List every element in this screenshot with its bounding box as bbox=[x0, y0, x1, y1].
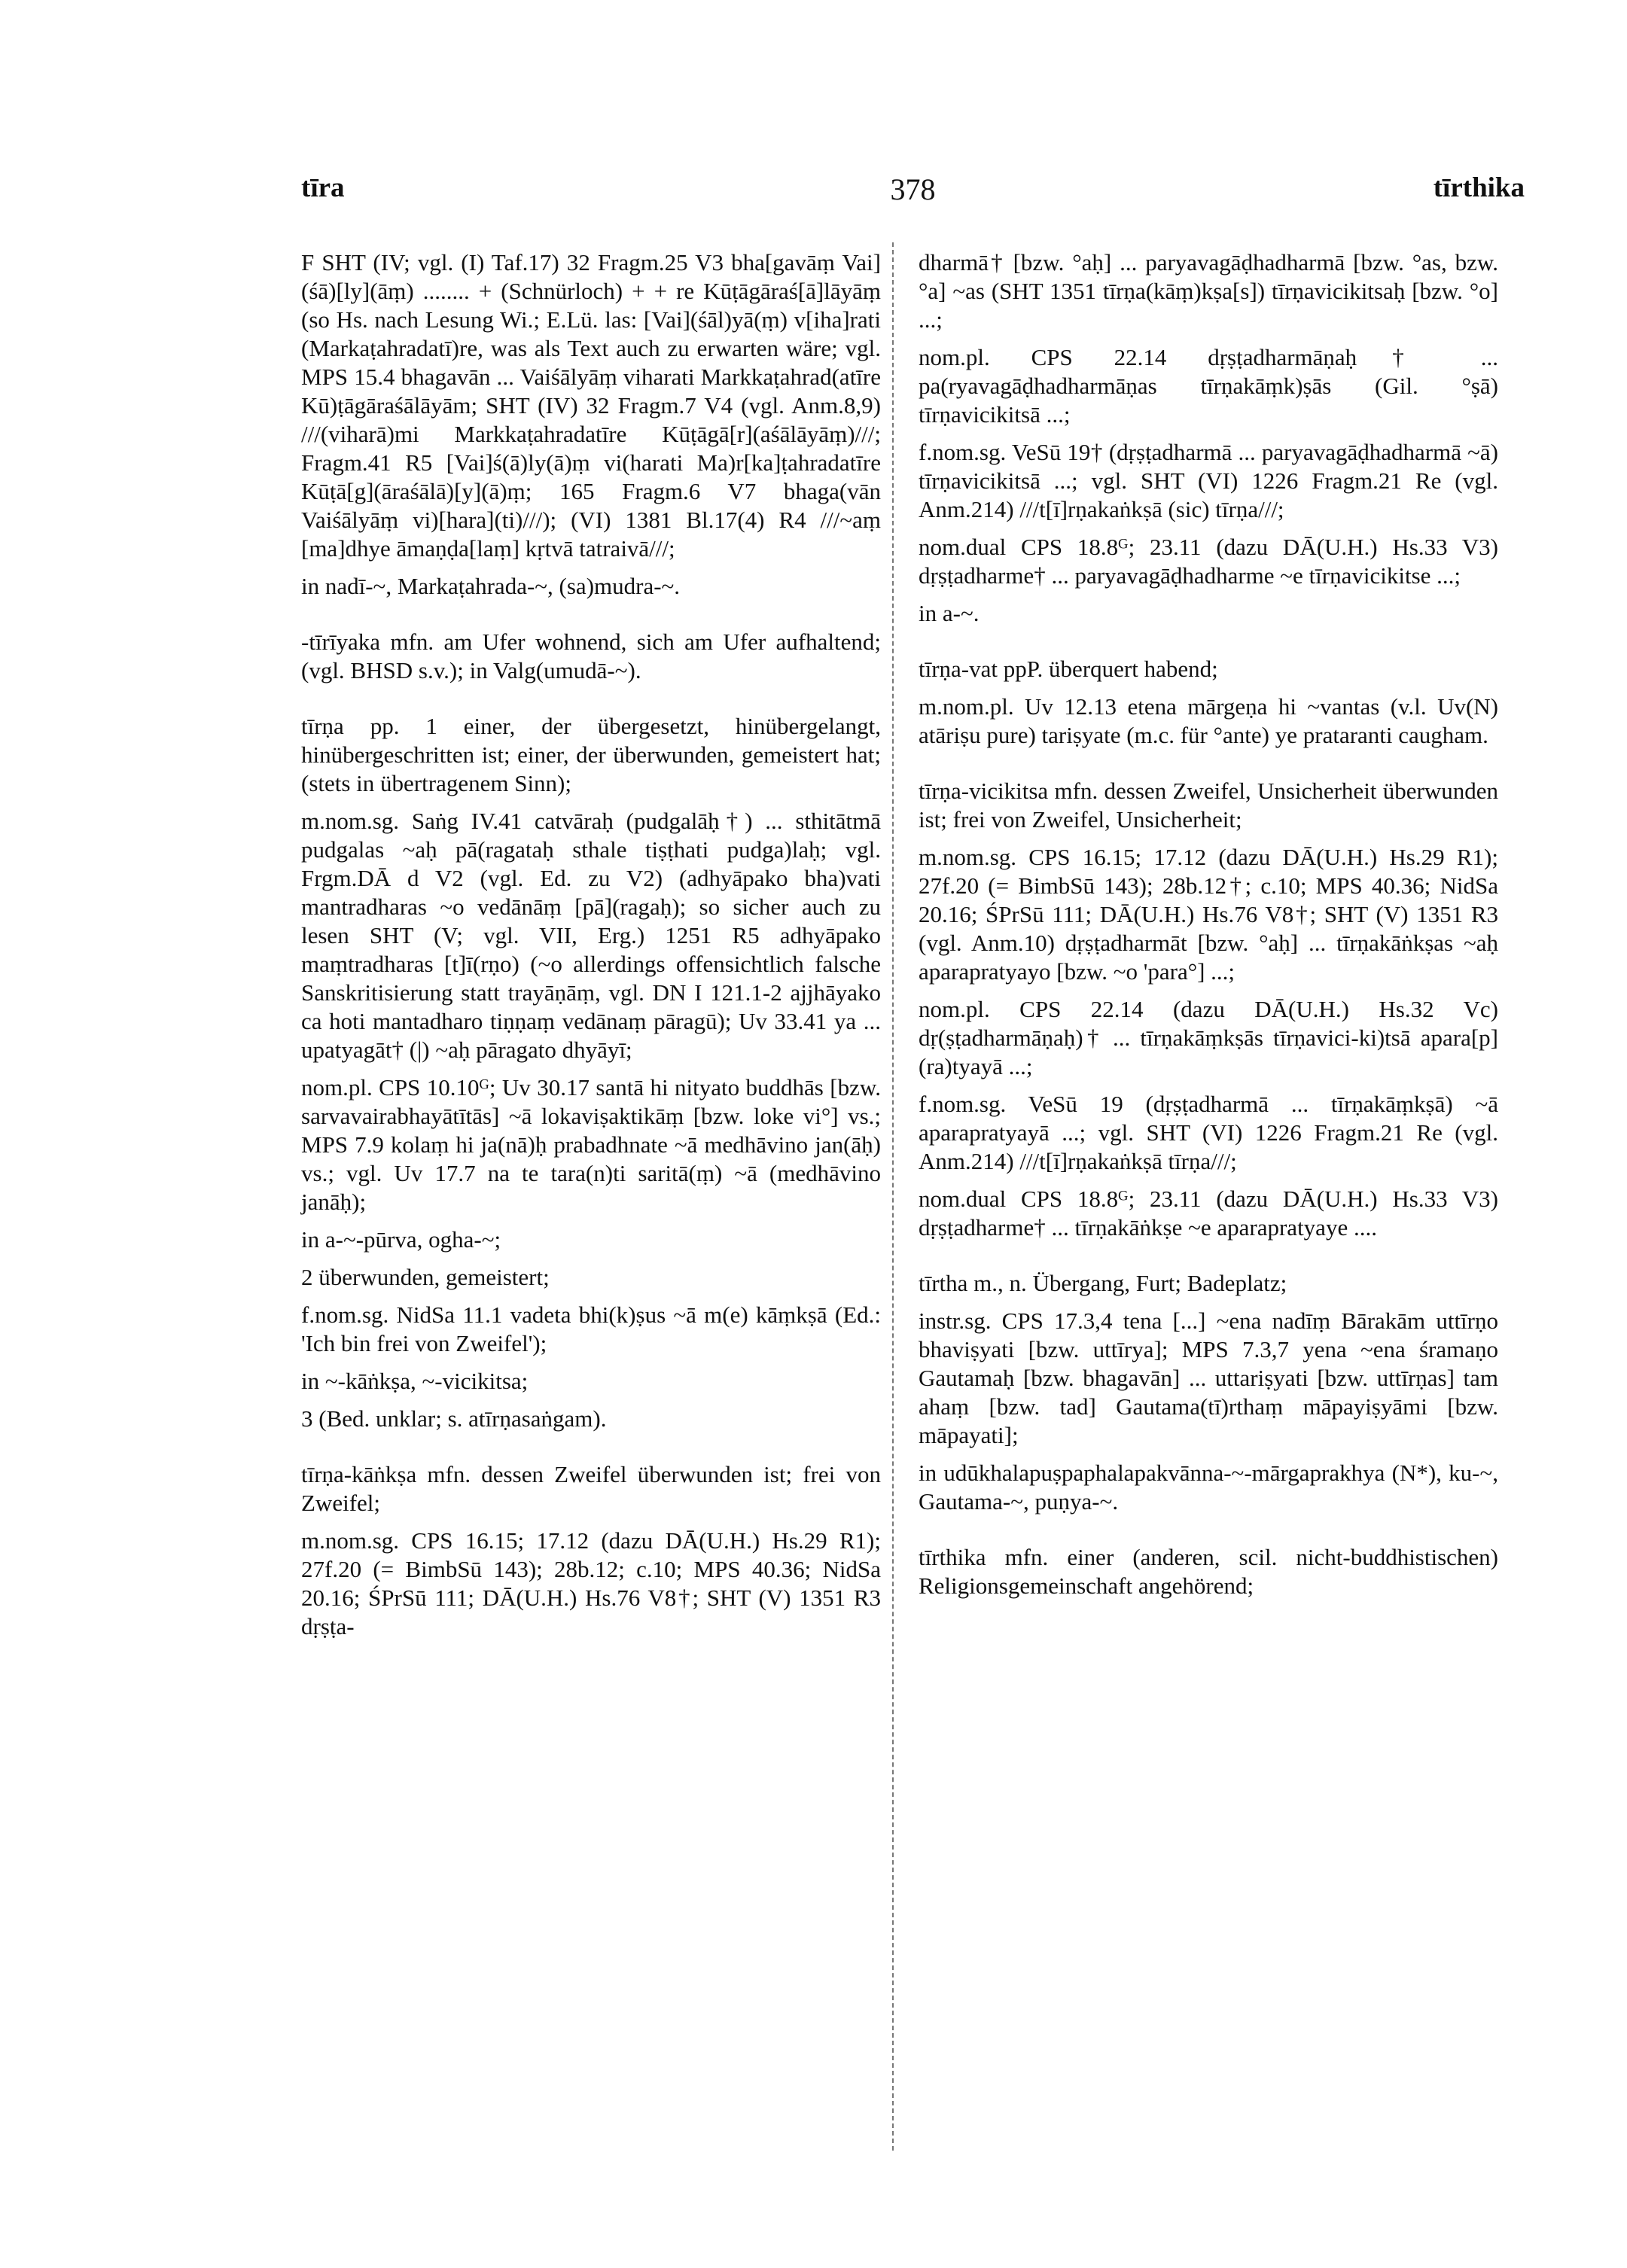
running-header bbox=[301, 172, 1525, 217]
entry-tirna-vicikitsa-msg: m.nom.sg. CPS 16.15; 17.12 (dazu DĀ(U.H.) Hs.29 R1); 27f.20 (= BimbSū 143); 28b.12†; c.10; MPS 40.36; NidSa 20.16; ŚPrSū 111; DĀ(U.H.) Hs.76 V8†; SHT (V) 1351 R3 (vgl. Anm.10) dṛṣṭadharmāt [bzw. °aḥ] ... tīrṇakāṅkṣas ~aḥ aparapratyayo [bzw. ~o 'para°] ...; bbox=[919, 844, 1498, 985]
entry-tirna-kanksa-headword: tīrṇa-kāṅkṣa mfn. dessen Zweifel überwunden ist; frei von Zweifel; bbox=[301, 1461, 881, 1516]
entry-tirna-kanksa-continued: dharmā† [bzw. °aḥ] ... paryavagāḍhadharmā [bzw. °as, bzw. °a] ~as (SHT 1351 tīrṇa(kāṃ)kṣa[s]) tīrṇavicikitsaḥ [bzw. °o] ...; bbox=[919, 249, 1498, 333]
entry-tirna-kanksa-fsg: f.nom.sg. VeSū 19† (dṛṣṭadharmā ... paryavagāḍhadharmā ~ā) tīrṇavicikitsā ...; vgl. SHT (VI) 1226 Fragm.21 Re (vgl. Anm.214) ///t[ī]rṇakaṅkṣā (sic) tīrṇa///; bbox=[919, 439, 1498, 522]
entry-tirna-vicikitsa-fsg: f.nom.sg. VeSū 19 (dṛṣṭadharmā ... tīrṇakāṃkṣā) ~ā aparapratyayā ...; vgl. SHT (VI) 1226 Fragm.21 Re (vgl. Anm.214) ///t[ī]rṇakaṅkṣā tīrṇa///; bbox=[919, 1091, 1498, 1174]
entry-tiriyaka: -tīrīyaka mfn. am Ufer wohnend, sich am Ufer aufhaltend; (vgl. BHSD s.v.); in Valg(umudā-~). bbox=[301, 629, 881, 683]
entry-tirna-kanksa-msg: m.nom.sg. CPS 16.15; 17.12 (dazu DĀ(U.H.) Hs.29 R1); 27f.20 (= BimbSū 143); 28b.12; c.10; MPS 40.36; NidSa 20.16; ŚPrSū 111; DĀ(U.H.) Hs.76 V8†; SHT (V) 1351 R3 dṛṣṭa- bbox=[301, 1527, 881, 1639]
entry-tirna-nompl: nom.pl. CPS 10.10ᴳ; Uv 30.17 santā hi nityato buddhās [bzw. sarvavairabhayātītās] ~ā lokaviṣaktikāṃ [bzw. loke vi°] vs.; MPS 7.9 kolaṃ hi ja(nā)ḥ prabadhnate ~ā medhāvino jan(āḥ) vs.; vgl. Uv 17.7 na te tara(n)ti saritā(ṃ) ~ā (medhāvino janāḥ); bbox=[301, 1074, 881, 1215]
entry-tirna-sense-3: 3 (Bed. unklar; s. atīrṇasaṅgam). bbox=[301, 1405, 607, 1432]
left-column bbox=[301, 248, 881, 1650]
entry-tirtha-compounds: in udūkhalapuṣpaphalapakvānna-~-mārgaprakhya (N*), ku-~, Gautama-~, puṇya-~. bbox=[919, 1460, 1498, 1515]
entry-tirtha-instrsg: instr.sg. CPS 17.3,4 tena [...] ~ena nadīṃ Bārakām uttīrṇo bhaviṣyati [bzw. uttīrya]; MPS 7.3,7 yena ~ena śramaṇo Gautamaḥ [bzw. bhagavān] ... uttariṣyati [bzw. uttīrṇas] tam ahaṃ [bzw. tad] Gautama(tī)rthaṃ māpayiṣyāmi [bzw. māpayati]; bbox=[919, 1308, 1498, 1448]
entry-tirna-vat-headword: tīrṇa-vat ppP. überquert habend; bbox=[919, 656, 1218, 682]
entry-tirna-compounds: in a-~-pūrva, ogha-~; bbox=[301, 1226, 501, 1253]
entry-tirna-compounds-2: in ~-kāṅkṣa, ~-vicikitsa; bbox=[301, 1368, 529, 1394]
entry-tirna-vicikitsa-headword: tīrṇa-vicikitsa mfn. dessen Zweifel, Unsicherheit überwunden ist; frei von Zweifel, Unsicherheit; bbox=[919, 778, 1498, 833]
entry-tirna-vicikitsa-dual: nom.dual CPS 18.8ᴳ; 23.11 (dazu DĀ(U.H.) Hs.33 V3) dṛṣṭadharme† ... tīrṇakāṅkṣe ~e aparapratyaye .... bbox=[919, 1186, 1498, 1241]
entry-tirna-msg: m.nom.sg. Saṅg IV.41 catvāraḥ (pudgalāḥ†) ... sthitātmā pudgalas ~aḥ pā(ragataḥ sthale tiṣṭhati pudga)laḥ; vgl. Frgm.DĀ d V2 (vgl. Ed. zu V2) (adhyāpako bha)vati mantradharas ~o vedānāṃ [pā](ragaḥ); so sicher auch zu lesen SHT (V; vgl. VII, Erg.) 1251 R5 adhyāpako maṃtradharas [t]ī(rṇo) (~o allerdings offensichtlich falsche Sanskritisierung statt trayāṇāṃ, vgl. DN I 121.1-2 ajjhāyako ca hoti mantadharo tiṇṇaṃ vedānaṃ pāragū); Uv 33.41 ya ... upatyagāt† (|) ~aḥ pāragato dhyāyī; bbox=[301, 808, 881, 1063]
header-first-entry: tīra bbox=[301, 172, 345, 203]
entry-tirna-fsg: f.nom.sg. NidSa 11.1 vadeta bhi(k)ṣus ~ā m(e) kāṃkṣā (Ed.: 'Ich bin frei von Zweifel'); bbox=[301, 1301, 881, 1356]
entry-tirna-vicikitsa-nompl: nom.pl. CPS 22.14 (dazu DĀ(U.H.) Hs.32 Vc) dṛ(ṣṭadharmāṇaḥ)† ... tīrṇakāṃkṣās tīrṇavici-ki)tsā apara[p](ra)tyayā ...; bbox=[919, 996, 1498, 1079]
entry-tirna-vat-nompl: m.nom.pl. Uv 12.13 etena mārgeṇa hi ~vantas (v.l. Uv(N) atāriṣu pure) tariṣyate (m.c. für °ante) ye prataranti caugham. bbox=[919, 693, 1498, 748]
entry-tirtha-headword: tīrtha m., n. Übergang, Furt; Badeplatz; bbox=[919, 1270, 1287, 1296]
entry-tira-compounds: in nadī-~, Markaṭahrada-~, (sa)mudra-~. bbox=[301, 573, 681, 599]
column-divider bbox=[892, 242, 894, 2151]
entry-tirna-kanksa-dual: nom.dual CPS 18.8ᴳ; 23.11 (dazu DĀ(U.H.) Hs.33 V3) dṛṣṭadharme† ... paryavagāḍhadharme ~e tīrṇavicikitse ...; bbox=[919, 534, 1498, 589]
entry-tirna-kanksa-compounds: in a-~. bbox=[919, 600, 980, 626]
page-number: 378 bbox=[890, 172, 936, 206]
entry-tirna-headword: tīrṇa pp. 1 einer, der übergesetzt, hinübergelangt, hinübergeschritten ist; einer, der überwunden, gemeistert hat; (stets in übertragenem Sinn); bbox=[301, 713, 881, 796]
header-last-entry: tīrthika bbox=[1433, 172, 1525, 203]
right-column bbox=[919, 248, 1498, 1609]
entry-tira-citations: F SHT (IV; vgl. (I) Taf.17) 32 Fragm.25 V3 bha[gavāṃ Vai](śā)[ly](āṃ) ........ + (Schnürloch) + + re Kūṭāgāraś[ā]lāyāṃ (so Hs. nach Lesung Wi.; E.Lü. las: [Vai](śāl)yā(ṃ) v[iha]rati (Markaṭahradatī)re, was als Text auch zu erwarten wäre; vgl. MPS 15.4 bhagavān ... Vaiśālyāṃ viharati Markkaṭahrad(atīre Kū)ṭāgāraśālāyām; SHT (IV) 32 Fragm.7 V4 (vgl. Anm.8,9) ///(viharā)mi Markkaṭahradatīre Kūṭāgā[r](aśālāyāṃ)///; Fragm.41 R5 [Vai]ś(ā)ly(ā)ṃ vi(harati Ma)r[ka]ṭahradatīre Kūṭā[g](āraśālā)[y](ā)ṃ; 165 Fragm.6 V7 bhaga(vān Vaiśālyāṃ vi)[hara](ti)///); (VI) 1381 Bl.17(4) R4 ///~aṃ [ma]dhye āmaṇḍa[laṃ] kṛtvā tatraivā///; bbox=[301, 249, 881, 562]
entry-tirna-sense-2: 2 überwunden, gemeistert; bbox=[301, 1264, 550, 1290]
entry-tirthika-headword: tīrthika mfn. einer (anderen, scil. nicht-buddhistischen) Religionsgemeinschaft angehörend; bbox=[919, 1544, 1498, 1599]
entry-tirna-kanksa-nompl: nom.pl. CPS 22.14 dṛṣṭadharmāṇaḥ† ... pa(ryavagāḍhadharmāṇas tīrṇakāṃk)ṣās (Gil. °ṣā) tīrṇavicikitsā ...; bbox=[919, 344, 1498, 428]
